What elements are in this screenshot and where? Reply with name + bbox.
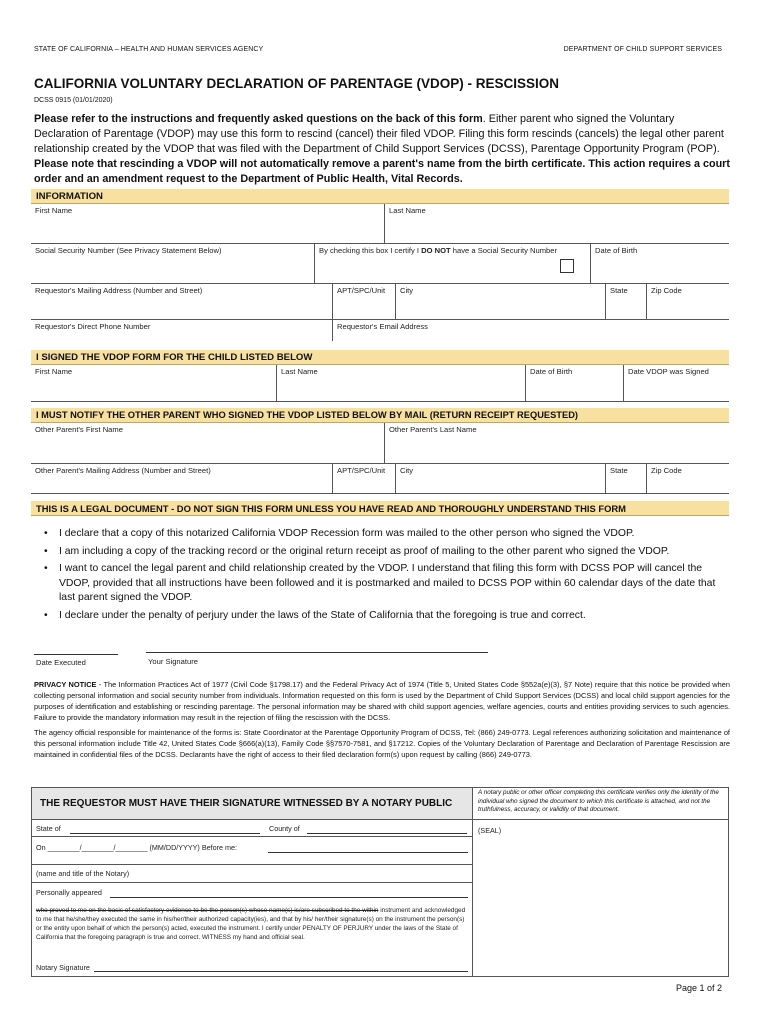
privacy-p2: The agency official responsible for maintenance of the forms is: State Coordinator at the Parentage Opportunity Program of DCSS, Tel: (866) 249-0773. Legal references authorizing solicitation and maintenance of this personal information include Title 42, United States Code §666(a)(13), Family Code §§7570-7581, and §17212. Copies of the Voluntary Declaration of Parentage and Declaration of Parentage Rescission are maintained in confidential files of the DCSS. Declarants have the right of access to their filed declaration form(s) upon request by calling (866) 249-0773. xyxy=(34,728,730,759)
personally-appeared-line[interactable] xyxy=(110,897,468,898)
state-of-line[interactable] xyxy=(70,833,260,834)
privacy-notice xyxy=(34,679,730,764)
other-apt-field[interactable] xyxy=(332,464,395,494)
child-last-name-field[interactable] xyxy=(276,365,525,402)
first-name-field[interactable] xyxy=(31,204,384,244)
state-field[interactable] xyxy=(605,284,646,320)
other-last-name-label: Other Parent's Last Name xyxy=(389,425,477,434)
state-of-label: State of xyxy=(36,824,61,833)
information-heading: INFORMATION xyxy=(31,189,729,204)
child-dob-field[interactable] xyxy=(525,365,623,402)
intro-paragraph xyxy=(34,112,730,187)
notary-box xyxy=(31,787,729,977)
agency-name: STATE OF CALIFORNIA – HEALTH AND HUMAN SERVICES AGENCY xyxy=(34,46,264,53)
email-field[interactable] xyxy=(332,320,729,341)
other-apt-label: APT/SPC/Unit xyxy=(337,466,386,475)
zip-label: Zip Code xyxy=(651,286,682,295)
last-name-label: Last Name xyxy=(389,206,426,215)
phone-label: Requestor's Direct Phone Number xyxy=(35,322,151,331)
other-mailing-field[interactable] xyxy=(31,464,332,494)
date-signed-label: Date VDOP was Signed xyxy=(628,367,709,376)
email-label: Requestor's Email Address xyxy=(337,322,428,331)
declaration-item: • I declare that a copy of this notarized California VDOP Recession form was mailed to the other person who signed the VDOP. xyxy=(44,527,730,542)
date-signed-field[interactable] xyxy=(623,365,729,402)
notary-signature-line[interactable] xyxy=(94,971,468,972)
privacy-label: PRIVACY NOTICE xyxy=(34,680,97,689)
notary-signature-label: Notary Signature xyxy=(36,963,90,972)
notary-name-title: (name and title of the Notary) xyxy=(36,869,130,878)
other-first-name-field[interactable] xyxy=(31,423,384,464)
child-section xyxy=(31,350,729,402)
city-label: City xyxy=(400,286,414,295)
your-signature-line[interactable] xyxy=(146,652,488,653)
notary-statement xyxy=(36,906,468,942)
notary-cert-note: A notary public or other officer completing this certificate verifies only the identity of the individual who signed the document to which this certificate is attached, and not the truthfulness, accuracy, or validity of that document. xyxy=(473,788,729,820)
information-section xyxy=(31,189,729,341)
intro-lead: Please refer to the instructions and frequently asked questions on the back of this form xyxy=(34,113,483,125)
ssn-field[interactable] xyxy=(31,244,314,284)
seal-label: (SEAL) xyxy=(478,826,502,835)
phone-field[interactable] xyxy=(31,320,332,341)
other-parent-section xyxy=(31,408,729,494)
page-number: Page 1 of 2 xyxy=(675,983,722,993)
notary-heading: THE REQUESTOR MUST HAVE THEIR SIGNATURE WITNESSED BY A NOTARY PUBLIC xyxy=(32,788,472,820)
other-mailing-label: Other Parent's Mailing Address (Number and Street) xyxy=(35,466,211,475)
apt-field[interactable] xyxy=(332,284,395,320)
department-name: DEPARTMENT OF CHILD SUPPORT SERVICES xyxy=(563,46,722,53)
other-last-name-field[interactable] xyxy=(384,423,729,464)
other-state-field[interactable] xyxy=(605,464,646,494)
intro-warning: Please note that rescinding a VDOP will not automatically remove a parent's name from the birth certificate. This action requires a court order and an amendment request to the Department of Public Health, Vital Records. xyxy=(34,158,730,185)
privacy-p1: - The Information Practices Act of 1977 (Civil Code §1798.17) and the Federal Privacy Act of 1974 (Title 5, United States Code §552a(e)(3), §7 Note) require that this notice be provided when collecting personal information and social security number from individuals. Information requested on this form is used by the Department of Child Support Services (DCSS) and local child support agencies for the purposes of identification and establishing or rescinding parentage. The personal information may be shared with child support agencies, welfare agencies, courts and entities providing services to such agencies. Failure to provide the mandatory information may result in the rejection of filing the rescission with the DCSS. xyxy=(34,680,730,722)
ssn-label: Social Security Number (See Privacy Statement Below) xyxy=(35,246,222,255)
no-ssn-cell xyxy=(314,244,590,284)
legal-heading: THIS IS A LEGAL DOCUMENT - DO NOT SIGN THIS FORM UNLESS YOU HAVE READ AND THOROUGHLY UNDERSTAND THIS FORM xyxy=(31,501,729,516)
child-dob-label: Date of Birth xyxy=(530,367,573,376)
county-of-label: County of xyxy=(269,824,300,833)
before-me-line[interactable] xyxy=(268,852,468,853)
no-ssn-pre: By checking this box I certify I xyxy=(319,246,422,255)
no-ssn-checkbox[interactable] xyxy=(560,259,574,273)
last-name-field[interactable] xyxy=(384,204,729,244)
notary-statement-text: instrument and acknowledged to me that he/she/they executed the same in his/her/their authorized capacity(ies), and that by his/ her/their signature(s) on the instrument the person(s) or the entity upon behalf of which the person(s) acted, executed the instrument. I certify under PENALTY OF PERJURY under the laws of the State of California that the foregoing paragraph is true and correct. WITNESS my hand and official seal. xyxy=(36,907,466,941)
notary-divider xyxy=(32,864,472,865)
your-signature-label: Your Signature xyxy=(148,657,198,666)
child-last-name-label: Last Name xyxy=(281,367,318,376)
form-number: DCSS 0915 (01/01/2020) xyxy=(34,97,113,104)
mailing-address-field[interactable] xyxy=(31,284,332,320)
date-before-me: On ________/________/________ (MM/DD/YYYY) Before me: xyxy=(36,843,237,852)
no-ssn-post: have a Social Security Number xyxy=(450,246,558,255)
mailing-address-label: Requestor's Mailing Address (Number and Street) xyxy=(35,286,203,295)
notary-seal-area xyxy=(472,788,729,976)
child-first-name-field[interactable] xyxy=(31,365,276,402)
other-city-label: City xyxy=(400,466,414,475)
declarations-list xyxy=(44,527,730,626)
dob-field[interactable] xyxy=(590,244,729,284)
legal-section xyxy=(31,501,729,516)
date-executed-label: Date Executed xyxy=(36,658,86,667)
date-executed-line[interactable] xyxy=(34,654,118,655)
city-field[interactable] xyxy=(395,284,605,320)
dob-label: Date of Birth xyxy=(595,246,638,255)
other-zip-field[interactable] xyxy=(646,464,729,494)
zip-field[interactable] xyxy=(646,284,729,320)
notary-divider xyxy=(32,836,472,837)
form-title: CALIFORNIA VOLUNTARY DECLARATION OF PARENTAGE (VDOP) - RESCISSION xyxy=(34,76,560,91)
intro-body: . Either parent who signed the Voluntary Declaration of Parentage (VDOP) may use this form to rescind (cancel) their filed VDOP. Filing this form rescinds (cancels) the legal other parent relationship created by the VDOP that was filed with the Department of Child Support Services (DCSS), Parentage Opportunity Program (POP). xyxy=(34,113,724,155)
notary-strike-text: who proved to me on the basis of satisfactory evidence to be the person(s) whose name(s) is/are subscribed to the within xyxy=(36,907,379,914)
child-heading: I SIGNED THE VDOP FORM FOR THE CHILD LISTED BELOW xyxy=(31,350,729,365)
state-label: State xyxy=(610,286,628,295)
other-first-name-label: Other Parent's First Name xyxy=(35,425,123,434)
other-state-label: State xyxy=(610,466,628,475)
personally-appeared-label: Personally appeared xyxy=(36,888,102,897)
child-first-name-label: First Name xyxy=(35,367,73,376)
declaration-item: • I want to cancel the legal parent and child relationship created by the VDOP. I understand that filing this form with DCSS POP will cancel the VDOP, provided that all instructions have been followed and it is postmarked and mailed to DCSS POP within 60 calendar days of the date that last parent signed the VDOP. xyxy=(44,562,730,606)
other-parent-heading: I MUST NOTIFY THE OTHER PARENT WHO SIGNED THE VDOP LISTED BELOW BY MAIL (RETURN RECEIPT REQUESTED) xyxy=(31,408,729,423)
no-ssn-bold: DO NOT xyxy=(421,246,451,255)
declaration-item: • I am including a copy of the tracking record or the original return receipt as proof of mailing to the other parent who signed the VDOP. xyxy=(44,545,730,560)
other-city-field[interactable] xyxy=(395,464,605,494)
declaration-item: • I declare under the penalty of perjury under the laws of the State of California that the foregoing is true and correct. xyxy=(44,609,730,624)
other-zip-label: Zip Code xyxy=(651,466,682,475)
apt-label: APT/SPC/Unit xyxy=(337,286,386,295)
first-name-label: First Name xyxy=(35,206,73,215)
county-of-line[interactable] xyxy=(307,833,467,834)
notary-divider xyxy=(32,882,472,883)
